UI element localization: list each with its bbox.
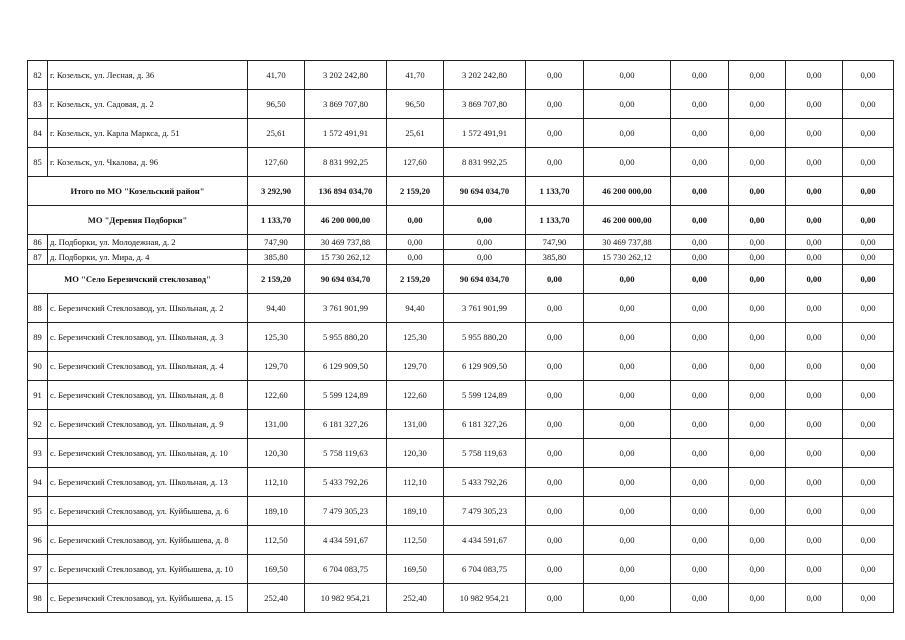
group-title: МО "Деревня Подборки" xyxy=(28,206,248,235)
value-cell: 0,00 xyxy=(584,468,671,497)
value-cell: 0,00 xyxy=(671,250,729,265)
value-cell: 0,00 xyxy=(526,119,584,148)
value-cell: 0,00 xyxy=(843,323,894,352)
table-row xyxy=(28,439,894,468)
value-cell: 0,00 xyxy=(671,90,729,119)
value-cell: 0,00 xyxy=(671,206,729,235)
table-row xyxy=(28,352,894,381)
value-cell: 0,00 xyxy=(729,119,786,148)
value-cell: 3 761 901,99 xyxy=(305,294,387,323)
value-cell: 0,00 xyxy=(584,584,671,613)
value-cell: 0,00 xyxy=(526,294,584,323)
address-cell: г. Козельск, ул. Карла Маркса, д. 51 xyxy=(48,119,248,148)
value-cell: 0,00 xyxy=(786,177,843,206)
value-cell: 0,00 xyxy=(584,497,671,526)
row-number: 94 xyxy=(28,468,48,497)
value-cell: 122,60 xyxy=(387,381,444,410)
value-cell: 0,00 xyxy=(584,90,671,119)
table-row xyxy=(28,555,894,584)
value-cell: 0,00 xyxy=(526,148,584,177)
value-cell: 0,00 xyxy=(671,526,729,555)
value-cell: 0,00 xyxy=(584,119,671,148)
row-number: 89 xyxy=(28,323,48,352)
value-cell: 0,00 xyxy=(843,177,894,206)
value-cell: 0,00 xyxy=(786,235,843,250)
row-number: 95 xyxy=(28,497,48,526)
value-cell: 0,00 xyxy=(584,439,671,468)
value-cell: 10 982 954,21 xyxy=(444,584,526,613)
value-cell: 125,30 xyxy=(387,323,444,352)
address-cell: д. Подборки, ул. Мира, д. 4 xyxy=(48,250,248,265)
value-cell: 3 761 901,99 xyxy=(444,294,526,323)
value-cell: 136 894 034,70 xyxy=(305,177,387,206)
value-cell: 0,00 xyxy=(387,250,444,265)
table-row xyxy=(28,410,894,439)
value-cell: 0,00 xyxy=(584,323,671,352)
value-cell: 189,10 xyxy=(248,497,305,526)
value-cell: 6 129 909,50 xyxy=(444,352,526,381)
value-cell: 0,00 xyxy=(444,206,526,235)
table-row xyxy=(28,148,894,177)
group-title: Итого по МО "Козельский район" xyxy=(28,177,248,206)
address-cell: д. Подборки, ул. Молодежная, д. 2 xyxy=(48,235,248,250)
value-cell: 189,10 xyxy=(387,497,444,526)
value-cell: 0,00 xyxy=(526,555,584,584)
value-cell: 0,00 xyxy=(729,250,786,265)
value-cell: 0,00 xyxy=(671,294,729,323)
row-number: 83 xyxy=(28,90,48,119)
value-cell: 0,00 xyxy=(843,584,894,613)
value-cell: 0,00 xyxy=(526,497,584,526)
value-cell: 0,00 xyxy=(671,235,729,250)
value-cell: 46 200 000,00 xyxy=(305,206,387,235)
value-cell: 747,90 xyxy=(248,235,305,250)
value-cell: 8 831 992,25 xyxy=(305,148,387,177)
value-cell: 0,00 xyxy=(584,148,671,177)
value-cell: 2 159,20 xyxy=(387,265,444,294)
value-cell: 1 133,70 xyxy=(526,206,584,235)
value-cell: 46 200 000,00 xyxy=(584,177,671,206)
row-number: 87 xyxy=(28,250,48,265)
value-cell: 15 730 262,12 xyxy=(584,250,671,265)
value-cell: 0,00 xyxy=(729,61,786,90)
table-row xyxy=(28,235,894,250)
value-cell: 385,80 xyxy=(526,250,584,265)
value-cell: 96,50 xyxy=(387,90,444,119)
value-cell: 0,00 xyxy=(843,119,894,148)
row-number: 97 xyxy=(28,555,48,584)
value-cell: 0,00 xyxy=(786,410,843,439)
value-cell: 0,00 xyxy=(584,352,671,381)
value-cell: 94,40 xyxy=(387,294,444,323)
value-cell: 0,00 xyxy=(843,352,894,381)
row-number: 84 xyxy=(28,119,48,148)
value-cell: 0,00 xyxy=(729,265,786,294)
value-cell: 0,00 xyxy=(843,555,894,584)
value-cell: 3 292,90 xyxy=(248,177,305,206)
value-cell: 0,00 xyxy=(786,439,843,468)
value-cell: 0,00 xyxy=(584,61,671,90)
value-cell: 0,00 xyxy=(729,439,786,468)
value-cell: 252,40 xyxy=(248,584,305,613)
value-cell: 0,00 xyxy=(526,265,584,294)
value-cell: 0,00 xyxy=(786,206,843,235)
value-cell: 0,00 xyxy=(671,497,729,526)
value-cell: 15 730 262,12 xyxy=(305,250,387,265)
value-cell: 169,50 xyxy=(387,555,444,584)
value-cell: 5 955 880,20 xyxy=(444,323,526,352)
value-cell: 120,30 xyxy=(248,439,305,468)
subtotal-row xyxy=(28,265,894,294)
value-cell: 0,00 xyxy=(671,323,729,352)
value-cell: 0,00 xyxy=(729,294,786,323)
address-cell: с. Березичский Стеклозавод, ул. Школьная, д. 10 xyxy=(48,439,248,468)
value-cell: 0,00 xyxy=(843,410,894,439)
value-cell: 0,00 xyxy=(671,555,729,584)
row-number: 88 xyxy=(28,294,48,323)
value-cell: 0,00 xyxy=(584,555,671,584)
address-cell: с. Березичский Стеклозавод, ул. Школьная, д. 3 xyxy=(48,323,248,352)
value-cell: 131,00 xyxy=(248,410,305,439)
address-cell: с. Березичский Стеклозавод, ул. Школьная, д. 4 xyxy=(48,352,248,381)
value-cell: 0,00 xyxy=(444,250,526,265)
value-cell: 0,00 xyxy=(729,410,786,439)
value-cell: 0,00 xyxy=(444,235,526,250)
value-cell: 0,00 xyxy=(786,526,843,555)
funding-table xyxy=(27,60,894,613)
row-number: 92 xyxy=(28,410,48,439)
table-row xyxy=(28,119,894,148)
value-cell: 5 955 880,20 xyxy=(305,323,387,352)
value-cell: 0,00 xyxy=(786,352,843,381)
address-cell: г. Козельск, ул. Садовая, д. 2 xyxy=(48,90,248,119)
value-cell: 0,00 xyxy=(843,468,894,497)
value-cell: 747,90 xyxy=(526,235,584,250)
row-number: 91 xyxy=(28,381,48,410)
value-cell: 0,00 xyxy=(786,323,843,352)
value-cell: 0,00 xyxy=(786,119,843,148)
row-number: 90 xyxy=(28,352,48,381)
value-cell: 0,00 xyxy=(671,265,729,294)
value-cell: 0,00 xyxy=(843,526,894,555)
value-cell: 0,00 xyxy=(729,206,786,235)
value-cell: 1 133,70 xyxy=(248,206,305,235)
value-cell: 0,00 xyxy=(671,584,729,613)
value-cell: 0,00 xyxy=(786,584,843,613)
table-body xyxy=(28,61,894,613)
table-row xyxy=(28,61,894,90)
value-cell: 6 129 909,50 xyxy=(305,352,387,381)
value-cell: 8 831 992,25 xyxy=(444,148,526,177)
value-cell: 0,00 xyxy=(526,381,584,410)
value-cell: 0,00 xyxy=(526,61,584,90)
value-cell: 0,00 xyxy=(671,177,729,206)
value-cell: 0,00 xyxy=(843,294,894,323)
value-cell: 0,00 xyxy=(729,352,786,381)
table-row xyxy=(28,468,894,497)
value-cell: 112,50 xyxy=(387,526,444,555)
value-cell: 0,00 xyxy=(729,90,786,119)
address-cell: с. Березичский Стеклозавод, ул. Куйбышева, д. 8 xyxy=(48,526,248,555)
value-cell: 90 694 034,70 xyxy=(305,265,387,294)
value-cell: 0,00 xyxy=(387,206,444,235)
value-cell: 0,00 xyxy=(584,526,671,555)
value-cell: 3 869 707,80 xyxy=(444,90,526,119)
value-cell: 10 982 954,21 xyxy=(305,584,387,613)
value-cell: 0,00 xyxy=(526,526,584,555)
value-cell: 0,00 xyxy=(729,323,786,352)
value-cell: 0,00 xyxy=(671,61,729,90)
address-cell: с. Березичский Стеклозавод, ул. Школьная, д. 9 xyxy=(48,410,248,439)
value-cell: 3 869 707,80 xyxy=(305,90,387,119)
value-cell: 2 159,20 xyxy=(387,177,444,206)
address-cell: г. Козельск, ул. Лесная, д. 36 xyxy=(48,61,248,90)
group-title: МО "Село Березичский стеклозавод" xyxy=(28,265,248,294)
value-cell: 385,80 xyxy=(248,250,305,265)
value-cell: 0,00 xyxy=(584,410,671,439)
table-row xyxy=(28,381,894,410)
value-cell: 0,00 xyxy=(671,352,729,381)
address-cell: с. Березичский Стеклозавод, ул. Куйбышева, д. 6 xyxy=(48,497,248,526)
value-cell: 0,00 xyxy=(729,235,786,250)
value-cell: 0,00 xyxy=(843,250,894,265)
value-cell: 1 572 491,91 xyxy=(444,119,526,148)
address-cell: с. Березичский Стеклозавод, ул. Школьная, д. 13 xyxy=(48,468,248,497)
address-cell: г. Козельск, ул. Чкалова, д. 96 xyxy=(48,148,248,177)
value-cell: 0,00 xyxy=(729,148,786,177)
value-cell: 1 572 491,91 xyxy=(305,119,387,148)
address-cell: с. Березичский Стеклозавод, ул. Куйбышева, д. 10 xyxy=(48,555,248,584)
value-cell: 0,00 xyxy=(786,468,843,497)
value-cell: 125,30 xyxy=(248,323,305,352)
value-cell: 6 181 327,26 xyxy=(305,410,387,439)
value-cell: 2 159,20 xyxy=(248,265,305,294)
value-cell: 127,60 xyxy=(248,148,305,177)
value-cell: 112,10 xyxy=(248,468,305,497)
value-cell: 5 758 119,63 xyxy=(444,439,526,468)
value-cell: 0,00 xyxy=(786,148,843,177)
value-cell: 7 479 305,23 xyxy=(444,497,526,526)
value-cell: 0,00 xyxy=(786,294,843,323)
value-cell: 169,50 xyxy=(248,555,305,584)
value-cell: 0,00 xyxy=(526,352,584,381)
value-cell: 0,00 xyxy=(843,148,894,177)
value-cell: 129,70 xyxy=(387,352,444,381)
address-cell: с. Березичский Стеклозавод, ул. Школьная, д. 8 xyxy=(48,381,248,410)
value-cell: 25,61 xyxy=(387,119,444,148)
value-cell: 30 469 737,88 xyxy=(584,235,671,250)
value-cell: 0,00 xyxy=(843,439,894,468)
value-cell: 0,00 xyxy=(843,90,894,119)
value-cell: 252,40 xyxy=(387,584,444,613)
value-cell: 6 704 083,75 xyxy=(305,555,387,584)
value-cell: 0,00 xyxy=(729,555,786,584)
value-cell: 127,60 xyxy=(387,148,444,177)
value-cell: 5 433 792,26 xyxy=(444,468,526,497)
document-page xyxy=(27,60,894,613)
table-row xyxy=(28,250,894,265)
value-cell: 5 758 119,63 xyxy=(305,439,387,468)
table-row xyxy=(28,294,894,323)
value-cell: 0,00 xyxy=(584,294,671,323)
value-cell: 129,70 xyxy=(248,352,305,381)
row-number: 98 xyxy=(28,584,48,613)
value-cell: 0,00 xyxy=(584,265,671,294)
value-cell: 7 479 305,23 xyxy=(305,497,387,526)
value-cell: 0,00 xyxy=(526,468,584,497)
row-number: 93 xyxy=(28,439,48,468)
value-cell: 0,00 xyxy=(786,265,843,294)
value-cell: 0,00 xyxy=(671,410,729,439)
value-cell: 0,00 xyxy=(729,497,786,526)
value-cell: 94,40 xyxy=(248,294,305,323)
value-cell: 0,00 xyxy=(786,381,843,410)
value-cell: 0,00 xyxy=(843,206,894,235)
value-cell: 131,00 xyxy=(387,410,444,439)
value-cell: 0,00 xyxy=(671,468,729,497)
value-cell: 112,10 xyxy=(387,468,444,497)
value-cell: 0,00 xyxy=(671,119,729,148)
value-cell: 0,00 xyxy=(526,584,584,613)
value-cell: 0,00 xyxy=(526,90,584,119)
value-cell: 0,00 xyxy=(729,584,786,613)
value-cell: 120,30 xyxy=(387,439,444,468)
address-cell: с. Березичский Стеклозавод, ул. Школьная, д. 2 xyxy=(48,294,248,323)
row-number: 82 xyxy=(28,61,48,90)
value-cell: 6 181 327,26 xyxy=(444,410,526,439)
value-cell: 46 200 000,00 xyxy=(584,206,671,235)
value-cell: 1 133,70 xyxy=(526,177,584,206)
value-cell: 0,00 xyxy=(786,90,843,119)
value-cell: 0,00 xyxy=(671,148,729,177)
address-cell: с. Березичский Стеклозавод, ул. Куйбышева, д. 15 xyxy=(48,584,248,613)
value-cell: 3 202 242,80 xyxy=(305,61,387,90)
value-cell: 90 694 034,70 xyxy=(444,177,526,206)
value-cell: 0,00 xyxy=(526,439,584,468)
value-cell: 0,00 xyxy=(671,439,729,468)
value-cell: 0,00 xyxy=(526,410,584,439)
value-cell: 41,70 xyxy=(387,61,444,90)
value-cell: 0,00 xyxy=(729,526,786,555)
value-cell: 4 434 591,67 xyxy=(444,526,526,555)
value-cell: 0,00 xyxy=(786,250,843,265)
value-cell: 5 599 124,89 xyxy=(444,381,526,410)
value-cell: 0,00 xyxy=(671,381,729,410)
value-cell: 0,00 xyxy=(729,177,786,206)
value-cell: 0,00 xyxy=(843,235,894,250)
value-cell: 112,50 xyxy=(248,526,305,555)
table-row xyxy=(28,497,894,526)
row-number: 96 xyxy=(28,526,48,555)
value-cell: 25,61 xyxy=(248,119,305,148)
subtotal-row xyxy=(28,206,894,235)
value-cell: 0,00 xyxy=(843,61,894,90)
value-cell: 30 469 737,88 xyxy=(305,235,387,250)
table-row xyxy=(28,584,894,613)
value-cell: 0,00 xyxy=(526,323,584,352)
value-cell: 0,00 xyxy=(387,235,444,250)
value-cell: 0,00 xyxy=(786,555,843,584)
value-cell: 0,00 xyxy=(786,61,843,90)
value-cell: 0,00 xyxy=(843,265,894,294)
value-cell: 0,00 xyxy=(843,497,894,526)
value-cell: 41,70 xyxy=(248,61,305,90)
table-row xyxy=(28,323,894,352)
table-row xyxy=(28,526,894,555)
value-cell: 96,50 xyxy=(248,90,305,119)
value-cell: 4 434 591,67 xyxy=(305,526,387,555)
value-cell: 0,00 xyxy=(843,381,894,410)
row-number: 85 xyxy=(28,148,48,177)
value-cell: 3 202 242,80 xyxy=(444,61,526,90)
value-cell: 6 704 083,75 xyxy=(444,555,526,584)
value-cell: 122,60 xyxy=(248,381,305,410)
value-cell: 0,00 xyxy=(786,497,843,526)
subtotal-row xyxy=(28,177,894,206)
value-cell: 5 599 124,89 xyxy=(305,381,387,410)
row-number: 86 xyxy=(28,235,48,250)
value-cell: 5 433 792,26 xyxy=(305,468,387,497)
table-row xyxy=(28,90,894,119)
value-cell: 90 694 034,70 xyxy=(444,265,526,294)
value-cell: 0,00 xyxy=(729,381,786,410)
value-cell: 0,00 xyxy=(584,381,671,410)
value-cell: 0,00 xyxy=(729,468,786,497)
